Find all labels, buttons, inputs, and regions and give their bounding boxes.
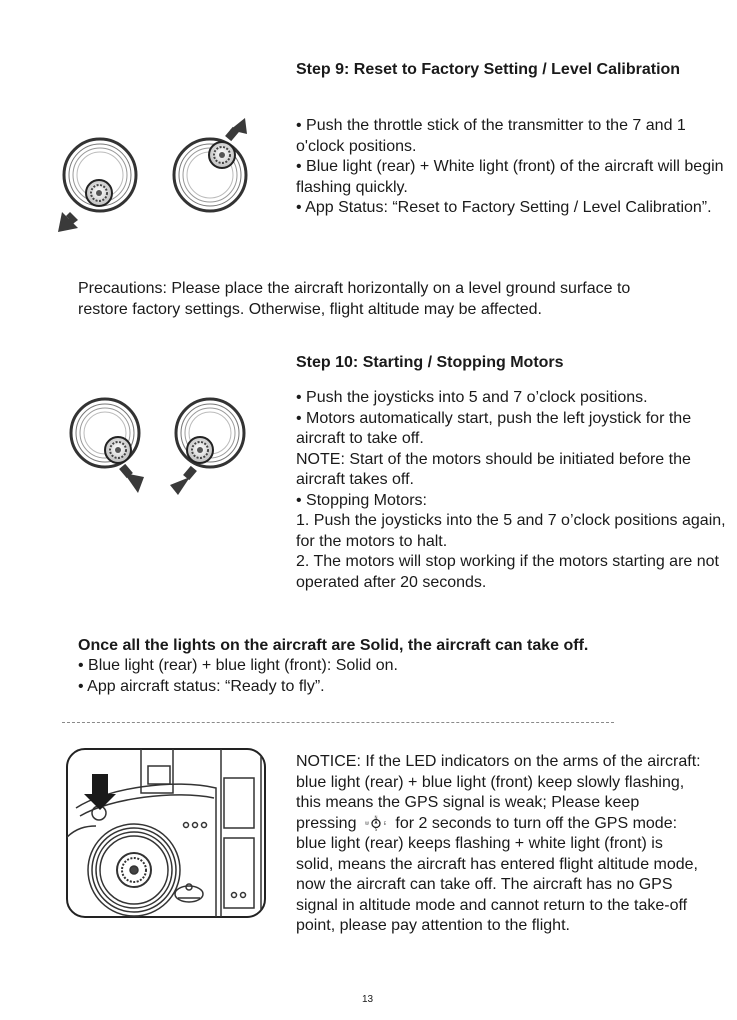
left-joystick-icon [64,139,136,211]
right-joystick-icon [174,139,246,211]
compass-letter-s: S [374,826,378,831]
compass-letter-n: N [374,814,378,820]
right-joystick-icon [176,399,244,467]
controller-gps-button-illustration [66,748,266,918]
arrow-down-left-icon [170,477,190,495]
step9-bullet: • Blue light (rear) + White light (front) of the aircraft will begin flashing quickly. [296,158,724,196]
ready-line: • App aircraft status: “Ready to fly”. [78,677,325,695]
ready-line: • Blue light (rear) + blue light (front): Solid on. [78,657,398,674]
step10-lines [296,388,726,593]
notice-text-before: NOTICE: If the LED indicators on the arms of the aircraft: blue light (rear) + blue light (front) keep slowly flashing, this means the GPS signal is weak; Please keep pressing [296,753,701,832]
ready-lines [78,656,678,697]
step9-bullet: • App Status: “Reset to Factory Setting / Level Calibration”. [296,199,712,216]
step10-line: 1. Push the joysticks into the 5 and 7 o’clock positions again, for the motors to halt. [296,512,726,550]
dashed-divider [62,722,614,723]
step10-line: 2. The motors will stop working if the motors starting are not operated after 20 seconds. [296,553,719,591]
notice-text-after: for 2 seconds to turn off the GPS mode: blue light (rear) keeps flashing + white light (front) is solid, means the aircraft has entered flight altitude mode, now the aircraft can take off. The aircraft has no GPS signal in altitude mode and cannot return to the take-off point, please pay attention to the flight. [296,814,698,934]
step10-line: • Stopping Motors: [296,491,427,509]
compass-letter-e: E [383,820,387,826]
page-number: 13 [362,994,374,1005]
step10-title: Step 10: Starting / Stopping Motors [296,354,564,371]
step9-joystick-illustration [40,110,280,245]
step10-line: • Motors automatically start, push the left joystick for the aircraft to take off. [296,409,692,447]
precautions-text: Precautions: Please place the aircraft horizontally on a level ground surface to restore factory settings. Otherwise, flight altitude may be affected. [78,280,631,318]
step9-bullets [296,116,726,219]
left-joystick-icon [71,399,139,467]
step9-bullet: • Push the throttle stick of the transmitter to the 7 and 1 o'clock positions. [296,117,686,155]
step10-line: NOTE: Start of the motors should be initiated before the aircraft takes off. [296,450,691,488]
step9-title: Step 9: Reset to Factory Setting / Level Calibration [296,61,681,78]
step10-joystick-illustration [40,385,280,500]
ready-title: Once all the lights on the aircraft are Solid, the aircraft can take off. [78,637,589,654]
notice-text [296,752,701,937]
gps-compass-icon [361,815,391,831]
compass-letter-w: W [364,820,369,826]
step10-line: • Push the joysticks into 5 and 7 o’clock positions. [296,389,648,406]
